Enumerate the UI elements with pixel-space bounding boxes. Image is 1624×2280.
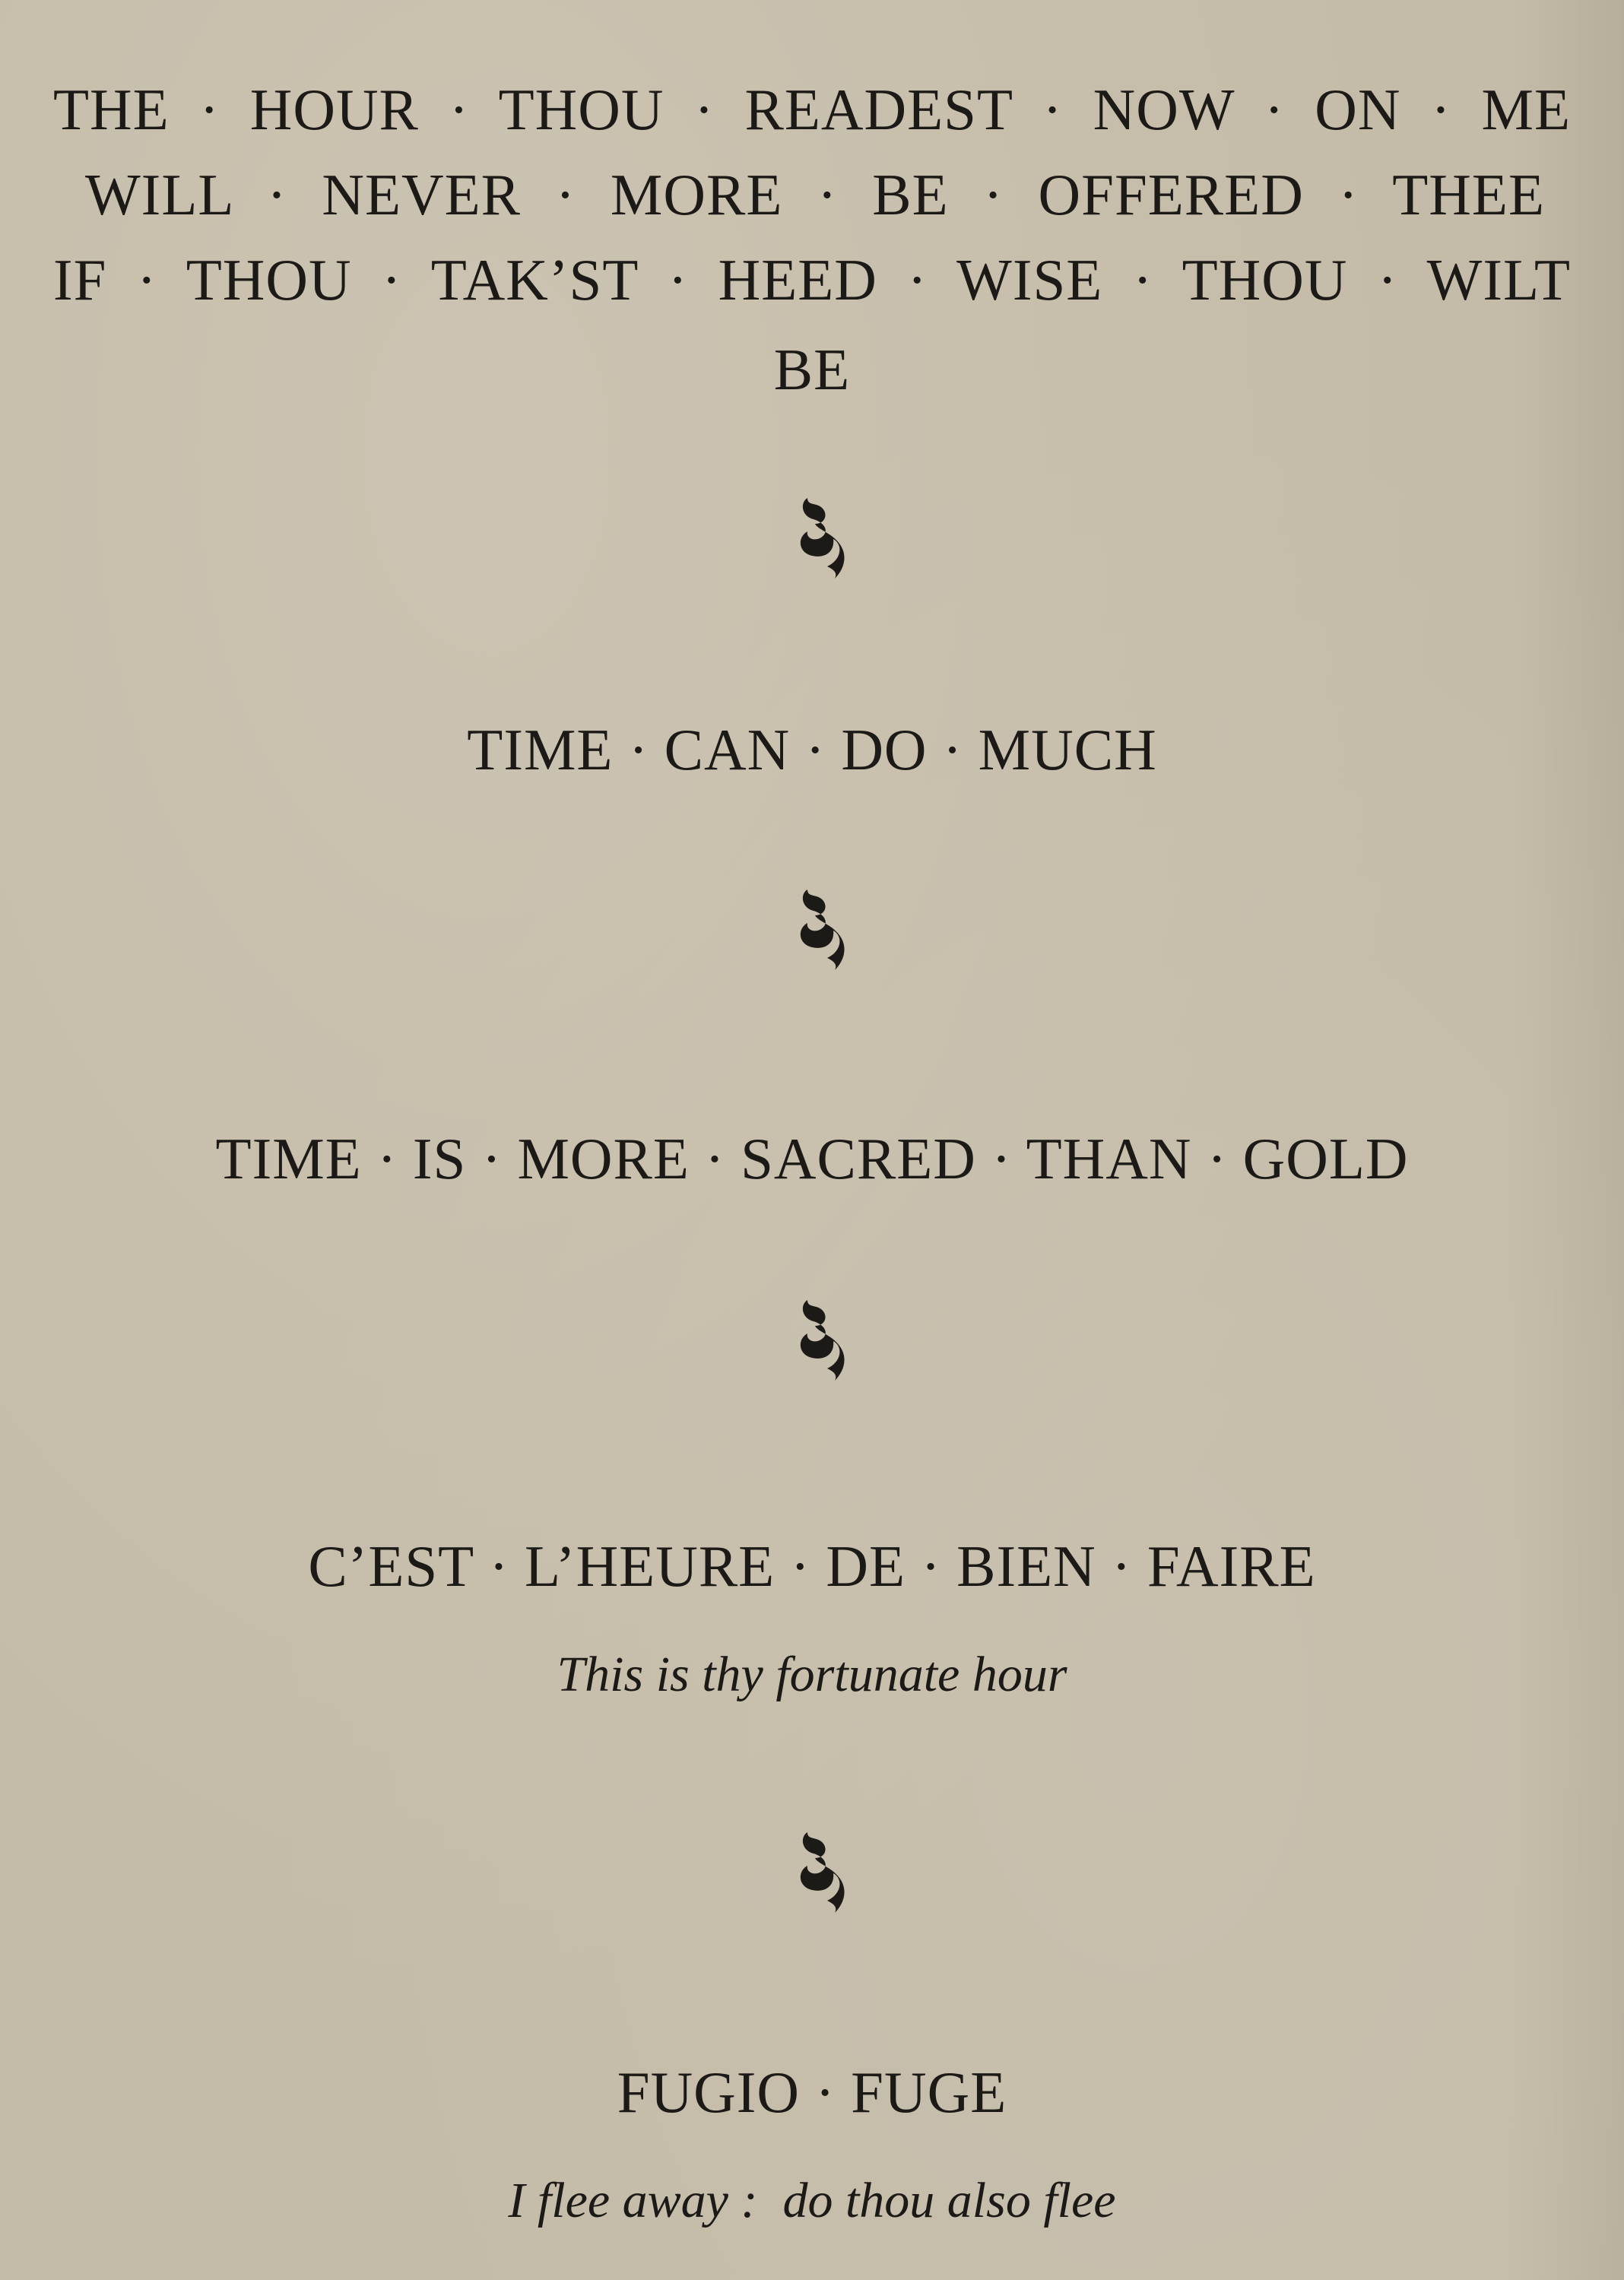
motto-1-line-1: THE · HOUR · THOU · READEST · NOW · ON · ME: [53, 77, 1571, 142]
motto-5-translation: I flee away : do thou also flee: [508, 2173, 1116, 2228]
motto-2-text: TIME · CAN · DO · MUCH: [467, 717, 1157, 782]
leaf-ornament-icon: [791, 490, 852, 582]
motto-4-text: C’EST · L’HEURE · DE · BIEN · FAIRE: [308, 1533, 1316, 1599]
motto-1-line-2: WILL · NEVER · MORE · BE · OFFERED · THEE: [85, 162, 1545, 227]
motto-5-text: FUGIO · FUGE: [617, 2060, 1007, 2125]
leaf-ornament-icon: [791, 882, 852, 973]
motto-3-text: TIME · IS · MORE · SACRED · THAN · GOLD: [215, 1126, 1409, 1191]
motto-1-line-4: BE: [773, 337, 851, 402]
leaf-ornament-icon: [791, 1292, 852, 1384]
leaf-ornament-icon: [791, 1825, 852, 1916]
motto-4-translation: This is thy fortunate hour: [557, 1647, 1067, 1702]
motto-1-line-3: IF · THOU · TAK’ST · HEED · WISE · THOU · WILT: [53, 247, 1571, 312]
